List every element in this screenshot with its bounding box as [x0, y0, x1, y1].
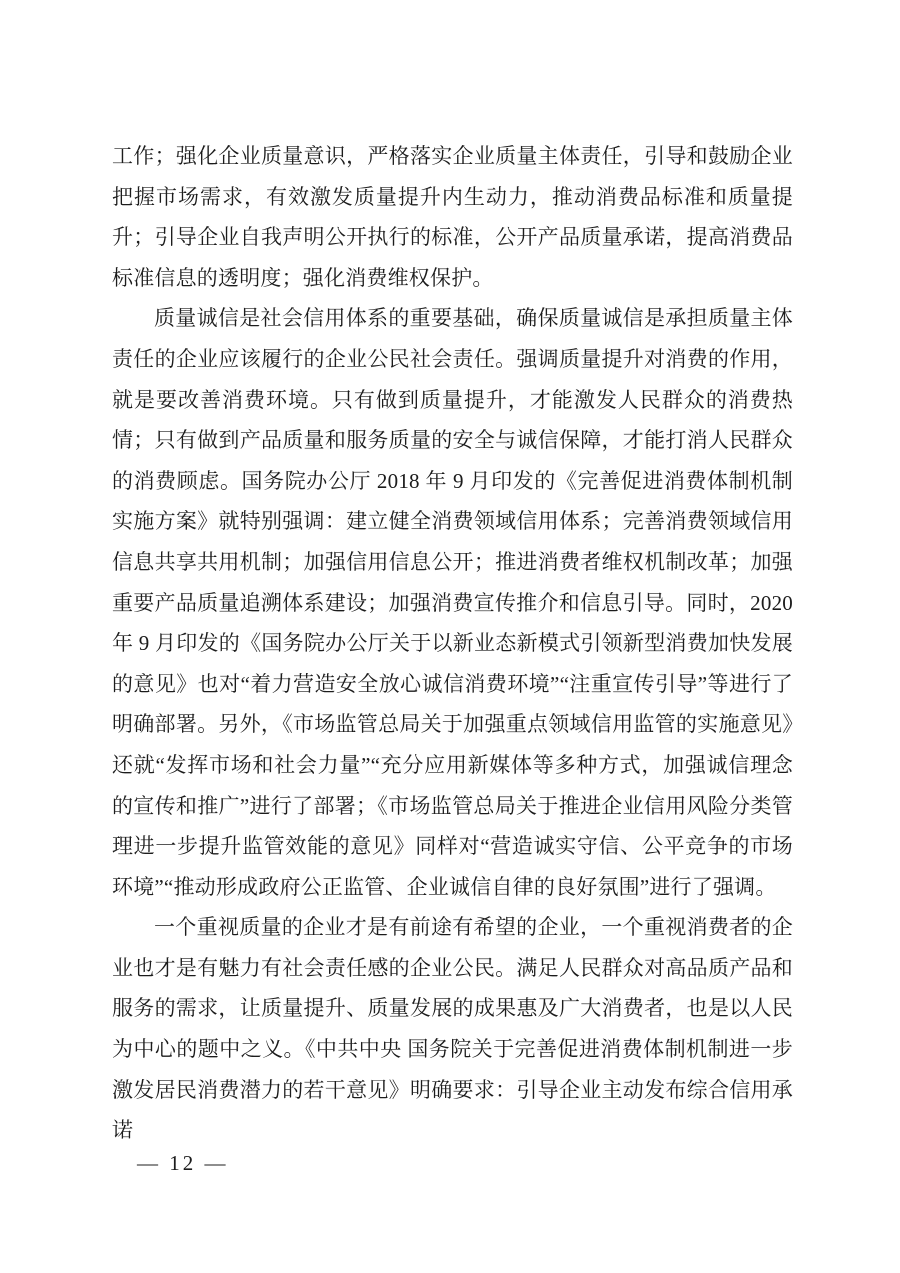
body-text — [112, 136, 793, 1151]
paragraph: 一个重视质量的企业才是有前途有希望的企业，一个重视消费者的企业也才是有魅力有社会责任感的企业公民。满足人民群众对高品质产品和服务的需求，让质量提升、质量发展的成果惠及广大消费者，也是以人民为中心的题中之义。《中共中央 国务院关于完善促进消费体制机制进一步激发居民消费潜力的若干意见》明确要求：引导企业主动发布综合信用承诺 — [112, 915, 793, 1143]
paragraph: 工作；强化企业质量意识，严格落实企业质量主体责任，引导和鼓励企业把握市场需求，有效激发质量提升内生动力，推动消费品标准和质量提升；引导企业自我声明公开执行的标准，公开产品质量承诺，提高消费品标准信息的透明度；强化消费维权保护。 — [112, 144, 793, 290]
paragraph: 质量诚信是社会信用体系的重要基础，确保质量诚信是承担质量主体责任的企业应该履行的企业公民社会责任。强调质量提升对消费的作用，就是要改善消费环境。只有做到质量提升，才能激发人民群众的消费热情；只有做到产品质量和服务质量的安全与诚信保障，才能打消人民群众的消费顾虑。国务院办公厅 2018 年 9 月印发的《完善促进消费体制机制实施方案》就特别强调：建立健全消费领域信用体系；完善消费领域信用信息共享共用机制；加强信用信息公开；推进消费者维权机制改革；加强重要产品质量追溯体系建设；加强消费宣传推介和信息引导。同时，2020 年 9 月印发的《国务院办公厅关于以新业态新模式引领新型消费加快发展的意见》也对“着力营造安全放心诚信消费环境”“注重宣传引导”等进行了明确部署。另外，《市场监管总局关于加强重点领域信用监管的实施意见》还就“发挥市场和社会力量”“充分应用新媒体等多种方式，加强诚信理念的宣传和推广”进行了部署；《市场监管总局关于推进企业信用风险分类管理进一步提升监管效能的意见》同样对“营造诚实守信、公平竞争的市场环境”“推动形成政府公正监管、企业诚信自律的良好氛围”进行了强调。 — [112, 306, 793, 899]
page-number: — 12 — — [137, 1151, 229, 1175]
